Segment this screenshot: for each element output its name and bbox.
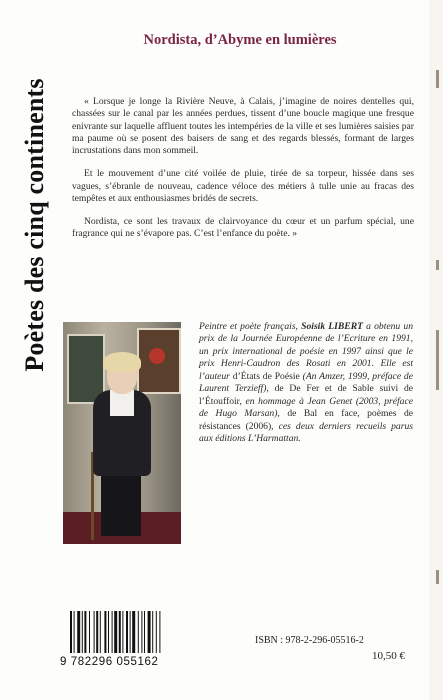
spine-mark xyxy=(436,260,439,270)
barcode-digits: 9 782296 055162 xyxy=(60,656,159,668)
bio-text: de Bal en face, poèmes de résistances (2006), xyxy=(199,408,413,432)
bio-text: (An Amzer, 1999, préface de Laurent Terzieff), xyxy=(199,370,413,395)
blurb xyxy=(72,96,414,252)
bio-text: en hommage à Jean Genet (2003, préface de Hugo Marsan), xyxy=(199,395,413,420)
isbn: ISBN : 978-2-296-05516-2 xyxy=(255,635,364,646)
bio-text: d’États de Poésie xyxy=(232,370,303,382)
bio-text: Peintre et poète français, xyxy=(199,321,302,332)
bio-text: de De Fer et de Sable suivi de l’Étouffoir, xyxy=(199,383,413,407)
blurb-paragraph: Nordista, ce sont les travaux de clairvoyance du cœur et un parfum spécial, une fragrance qui ne s’évapore pas. C’est l’enfance du poète. » xyxy=(72,216,414,240)
series-title xyxy=(10,50,60,400)
bio-text: ces deux derniers recueils parus aux éditions L’Harmattan. xyxy=(199,420,413,445)
blurb-paragraph: « Lorsque je longe la Rivière Neuve, à Calais, j’imagine de noires dentelles qui, chassées sur le canal par les années perdues, tissent d’une boucle magique une fresque enivrante sur laquelle affluent toutes les intempéries de la ville et ses lumières saisies par ma paume où se posent des baisers de sang et des regards blessés, formant de larges incrustations dans mon sommeil. xyxy=(72,96,414,157)
price: 10,50 € xyxy=(372,650,405,662)
spine-edge xyxy=(429,0,443,700)
blurb-paragraph: Et le mouvement d’une cité voilée de pluie, tirée de sa torpeur, hissée dans ses vagues, s’ébranle de nouveau, cadence véloce des métiers à tulle unie au fracas des tempêtes et aux enthousiasmes bridés de secrets. xyxy=(72,168,414,204)
series-title-text: Poètes des cinq continents xyxy=(20,78,49,372)
bio-text: a obtenu un prix de la Journée Européenne de l’Ecriture en 1991, un prix international de poésie en 1997 ainsi que le prix Henri-Caudron des Rosati en 2001. Elle est l’auteur xyxy=(199,321,413,382)
spine-mark xyxy=(436,330,439,390)
author-bio xyxy=(199,321,413,446)
author-photo xyxy=(63,322,181,544)
spine-mark xyxy=(436,570,439,584)
book-title: Nordista, d’Abyme en lumières xyxy=(143,32,337,48)
barcode-image xyxy=(68,611,185,653)
painting-image xyxy=(137,328,181,394)
spine-mark xyxy=(436,70,439,88)
author-name: Soisik LIBERT xyxy=(301,321,363,332)
